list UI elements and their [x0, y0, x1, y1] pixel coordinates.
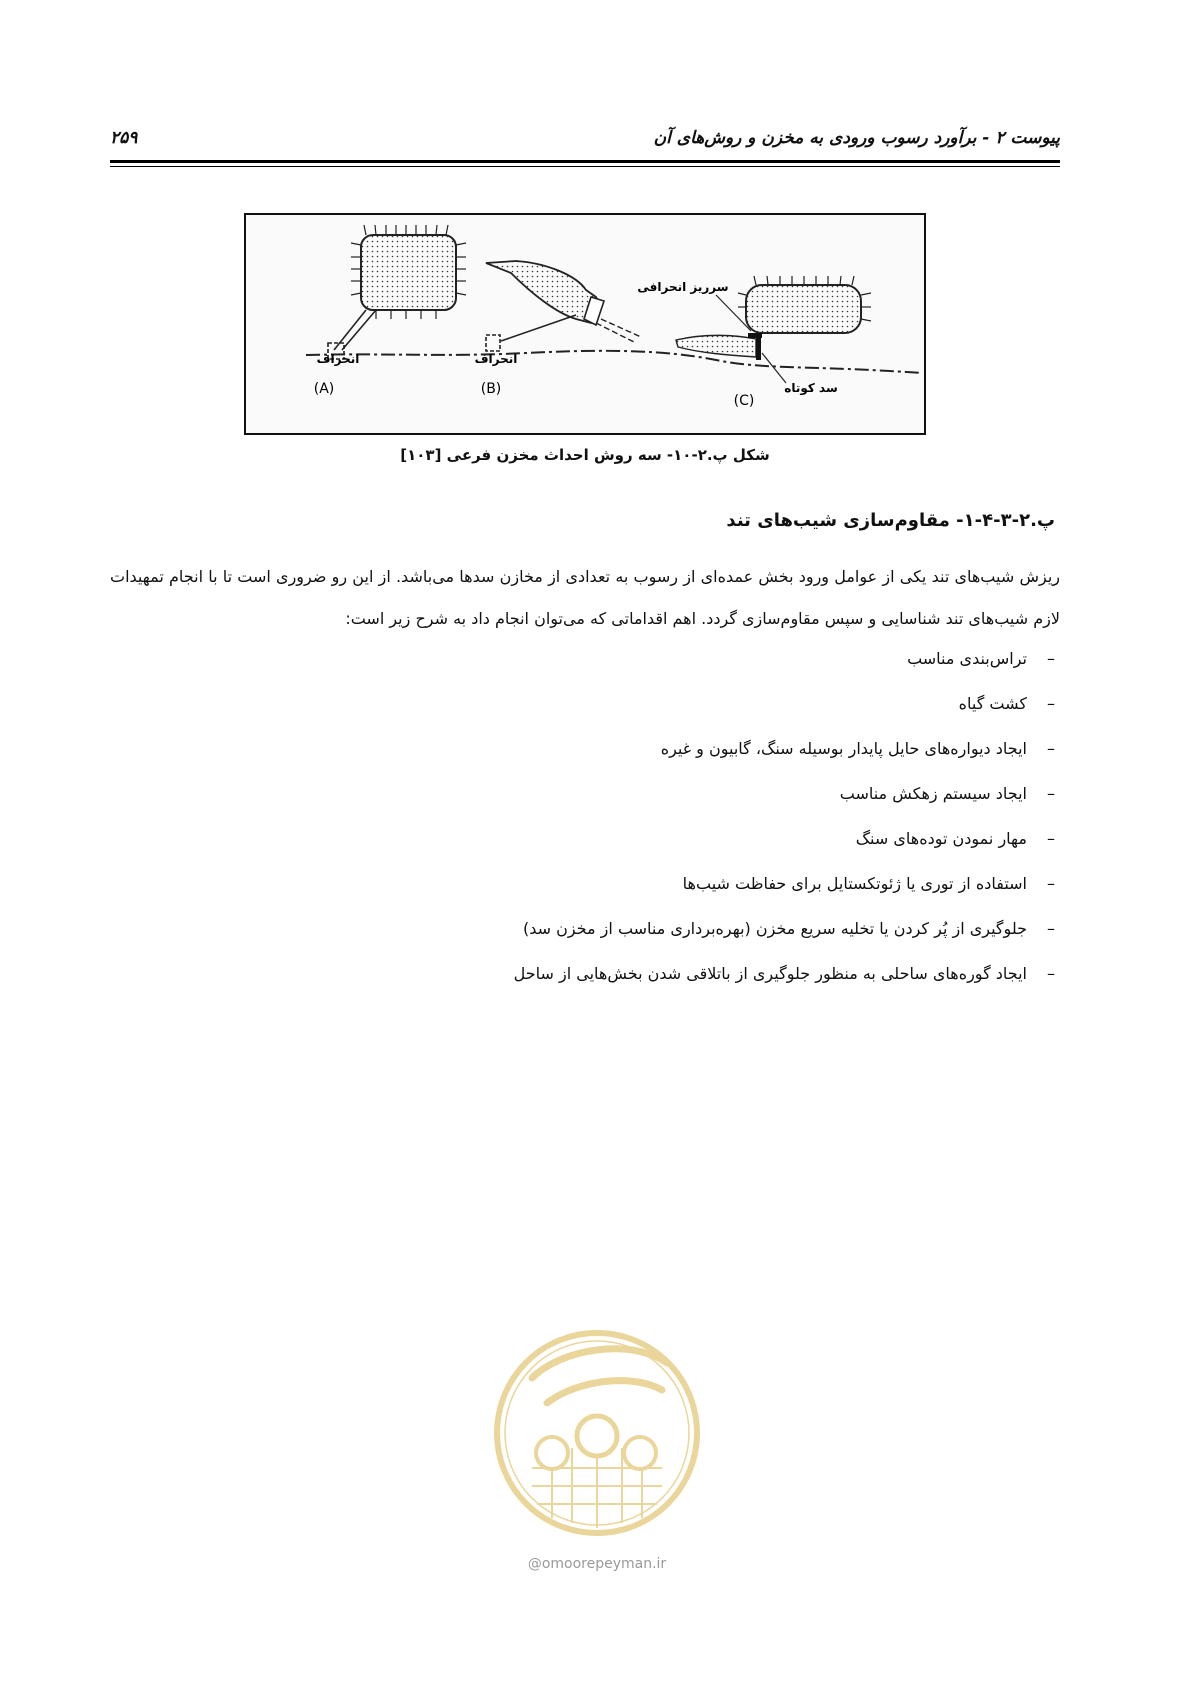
list-item-text: مهار نمودن توده‌های سنگ: [855, 829, 1027, 848]
list-item: [514, 644, 1055, 689]
list-item-text: جلوگیری از پُر کردن یا تخلیه سریع مخزن (بهره‌برداری مناسب از مخزن سد): [522, 919, 1027, 938]
scales-icon: [536, 1437, 568, 1469]
header-rule: [110, 160, 1060, 163]
watermark-site: @omoorepeyman.ir: [527, 1556, 667, 1572]
list-item: [514, 779, 1055, 824]
label-diversion-a: انحراف: [316, 352, 360, 366]
label-a: (A): [313, 381, 335, 397]
list-item: [514, 869, 1055, 914]
watermark-logo: [492, 1318, 702, 1588]
list-item-text: استفاده از توری یا ژئوتکستایل برای حفاظت شیب‌ها: [682, 874, 1027, 893]
list-item: [514, 959, 1055, 1004]
list-item-text: کشت گیاه: [958, 694, 1027, 713]
reservoir-b: [486, 261, 641, 351]
list-item: [514, 689, 1055, 734]
figure-diagram: [244, 213, 926, 435]
short-dam-mark: [756, 338, 761, 360]
reservoir-a: [328, 225, 466, 359]
page-header: [110, 128, 1060, 162]
label-b: (B): [480, 381, 502, 397]
measures-list: [514, 644, 1055, 1004]
list-dash: –: [1047, 919, 1055, 938]
label-spillway: سرریز انحرافی: [637, 280, 729, 294]
list-item: [514, 914, 1055, 959]
list-item-text: ایجاد سیستم زهکش مناسب: [839, 784, 1027, 803]
excavator-icon: [624, 1437, 656, 1469]
list-item: [514, 734, 1055, 779]
list-dash: –: [1047, 874, 1055, 893]
list-dash: –: [1047, 829, 1055, 848]
list-item-text: تراس‌بندی مناسب: [907, 649, 1027, 668]
label-short-dam: سد کوتاه: [784, 381, 838, 395]
list-item-text: ایجاد گوره‌های ساحلی به منظور جلوگیری از باتلاقی شدن بخش‌هایی از ساحل: [513, 964, 1027, 983]
header-rule-thin: [110, 166, 1060, 167]
list-dash: –: [1047, 694, 1055, 713]
page-number: ۲۵۹: [110, 128, 138, 148]
header-title: پیوست ۲ - برآورد رسوب ورودی به مخزن و روش‌های آن: [653, 128, 1060, 148]
list-dash: –: [1047, 964, 1055, 983]
list-dash: –: [1047, 784, 1055, 803]
list-item: [514, 824, 1055, 869]
body-paragraph: ریزش شیب‌های تند یکی از عوامل ورود بخش عمده‌ای از رسوب به تعدادی از مخازن سدها می‌باشد. از این رو ضروری است تا با انجام تمهیدات لازم شیب‌های تند شناسایی و سپس مقاوم‌سازی گردد. اهم اقداماتی که می‌توان انجام داد به شرح زیر است:: [110, 567, 1060, 628]
list-item-text: ایجاد دیواره‌های حایل پایدار بوسیله سنگ، گابیون و غیره: [660, 739, 1027, 758]
list-dash: –: [1047, 649, 1055, 668]
list-dash: –: [1047, 739, 1055, 758]
label-diversion-b: انحراف: [474, 352, 518, 366]
stream-line: [306, 351, 922, 373]
gear-icon: [577, 1416, 617, 1456]
label-c: (C): [733, 393, 755, 409]
figure-caption: شکل پ.۲-۱۰- سه روش احداث مخزن فرعی [۱۰۳]: [400, 446, 770, 464]
spillway-mark: [748, 333, 762, 338]
section-heading: پ.۲-۳-۴-۱- مقاوم‌سازی شیب‌های تند: [726, 510, 1055, 531]
